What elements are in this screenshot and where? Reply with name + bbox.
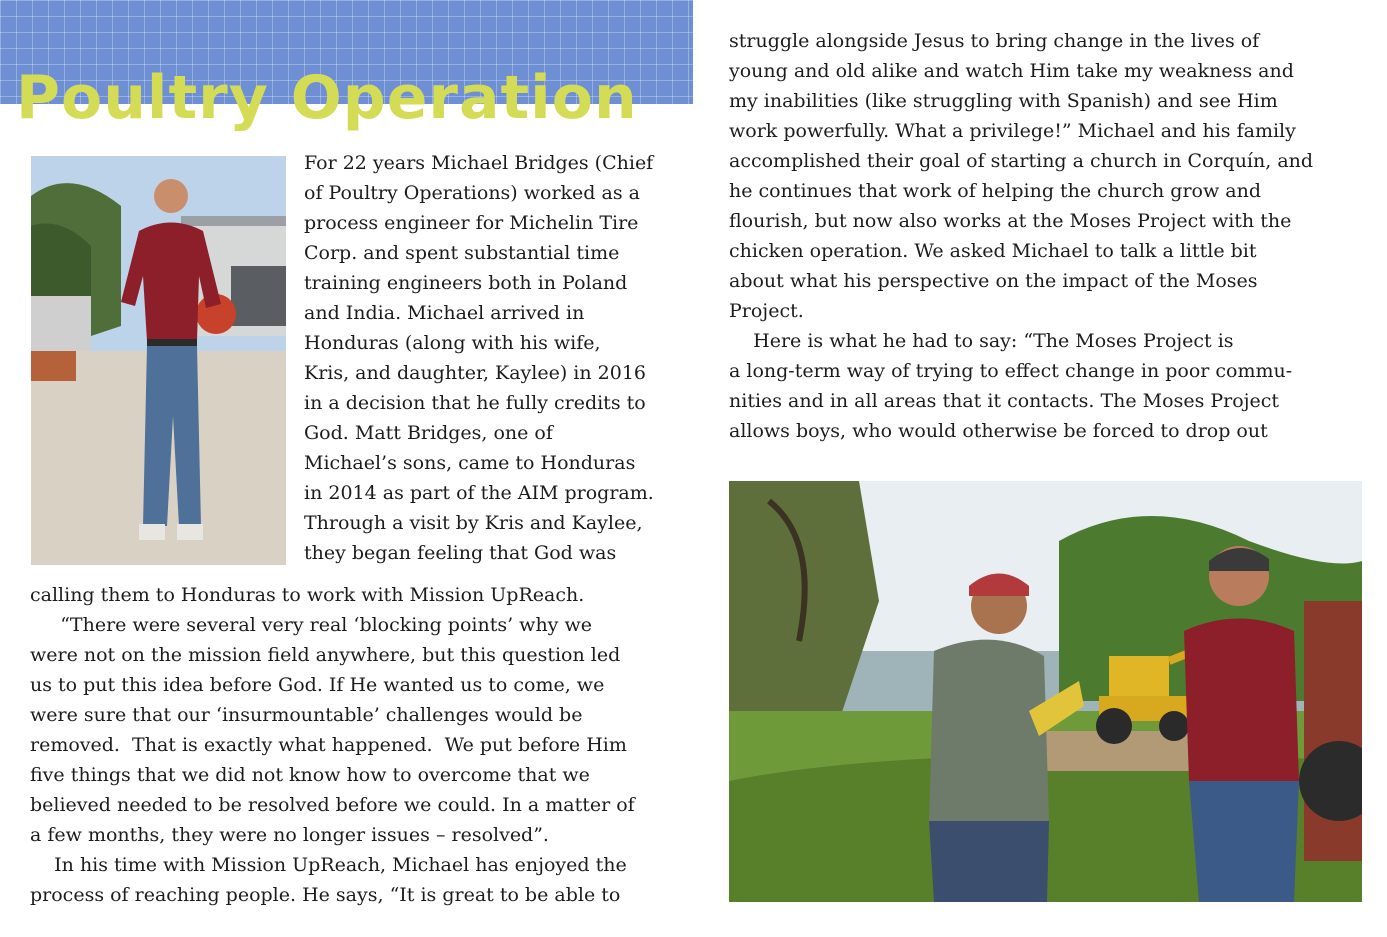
text-line: about what his perspective on the impact of the Moses xyxy=(729,270,1258,292)
text-line: he continues that work of helping the church grow and xyxy=(729,180,1261,202)
column2-text xyxy=(729,26,1313,446)
text-line: calling them to Honduras to work with Mission UpReach. xyxy=(30,584,585,606)
text-line: believed needed to be resolved before we could. In a matter of xyxy=(30,794,635,816)
text-line: allows boys, who would otherwise be forced to drop out xyxy=(729,420,1268,442)
text-line: God. Matt Bridges, one of xyxy=(304,422,553,444)
text-line: five things that we did not know how to overcome that we xyxy=(30,764,590,786)
text-line: Through a visit by Kris and Kaylee, xyxy=(304,512,643,534)
text-line: Corp. and spent substantial time xyxy=(304,242,620,264)
page-title: Poultry Operation xyxy=(16,63,638,133)
text-line: work powerfully. What a privilege!” Michael and his family xyxy=(729,120,1296,142)
portrait-photo xyxy=(31,156,286,565)
text-line: training engineers both in Poland xyxy=(304,272,628,294)
text-line: process of reaching people. He says, “It is great to be able to xyxy=(30,884,621,906)
field-photo xyxy=(729,481,1362,902)
text-line: a few months, they were no longer issues – resolved”. xyxy=(30,824,549,846)
text-line: young and old alike and watch Him take my weakness and xyxy=(729,60,1294,82)
text-line: For 22 years Michael Bridges (Chief xyxy=(304,152,654,174)
text-line: Kris, and daughter, Kaylee) in 2016 xyxy=(304,362,647,384)
text-line: of Poultry Operations) worked as a xyxy=(304,182,640,204)
text-line: struggle alongside Jesus to bring change in the lives of xyxy=(729,30,1260,52)
text-line: in a decision that he fully credits to xyxy=(304,392,646,414)
column1-bottom-text xyxy=(30,580,635,910)
text-line: nities and in all areas that it contacts. The Moses Project xyxy=(729,390,1280,412)
text-line: process engineer for Michelin Tire xyxy=(304,212,639,234)
text-line: a long-term way of trying to effect change in poor commu- xyxy=(729,360,1293,382)
text-line: were not on the mission field anywhere, but this question led xyxy=(30,644,621,666)
text-line: they began feeling that God was xyxy=(304,542,617,564)
text-line: accomplished their goal of starting a church in Corquín, and xyxy=(729,150,1314,172)
text-line: Honduras (along with his wife, xyxy=(304,332,601,354)
text-line: were sure that our ‘insurmountable’ challenges would be xyxy=(30,704,583,726)
text-line: Here is what he had to say: “The Moses Project is xyxy=(729,330,1234,352)
text-line: “There were several very real ‘blocking points’ why we xyxy=(30,614,592,636)
text-line: and India. Michael arrived in xyxy=(304,302,585,324)
text-line: removed. That is exactly what happened. We put before Him xyxy=(30,734,627,756)
text-line: Project. xyxy=(729,300,804,322)
text-line: in 2014 as part of the AIM program. xyxy=(304,482,654,504)
text-line: In his time with Mission UpReach, Michael has enjoyed the xyxy=(30,854,627,876)
column1-top-text xyxy=(304,148,654,568)
text-line: flourish, but now also works at the Moses Project with the xyxy=(729,210,1292,232)
text-line: Michael’s sons, came to Honduras xyxy=(304,452,636,474)
text-line: chicken operation. We asked Michael to talk a little bit xyxy=(729,240,1257,262)
text-line: us to put this idea before God. If He wanted us to come, we xyxy=(30,674,605,696)
text-line: my inabilities (like struggling with Spanish) and see Him xyxy=(729,90,1278,112)
